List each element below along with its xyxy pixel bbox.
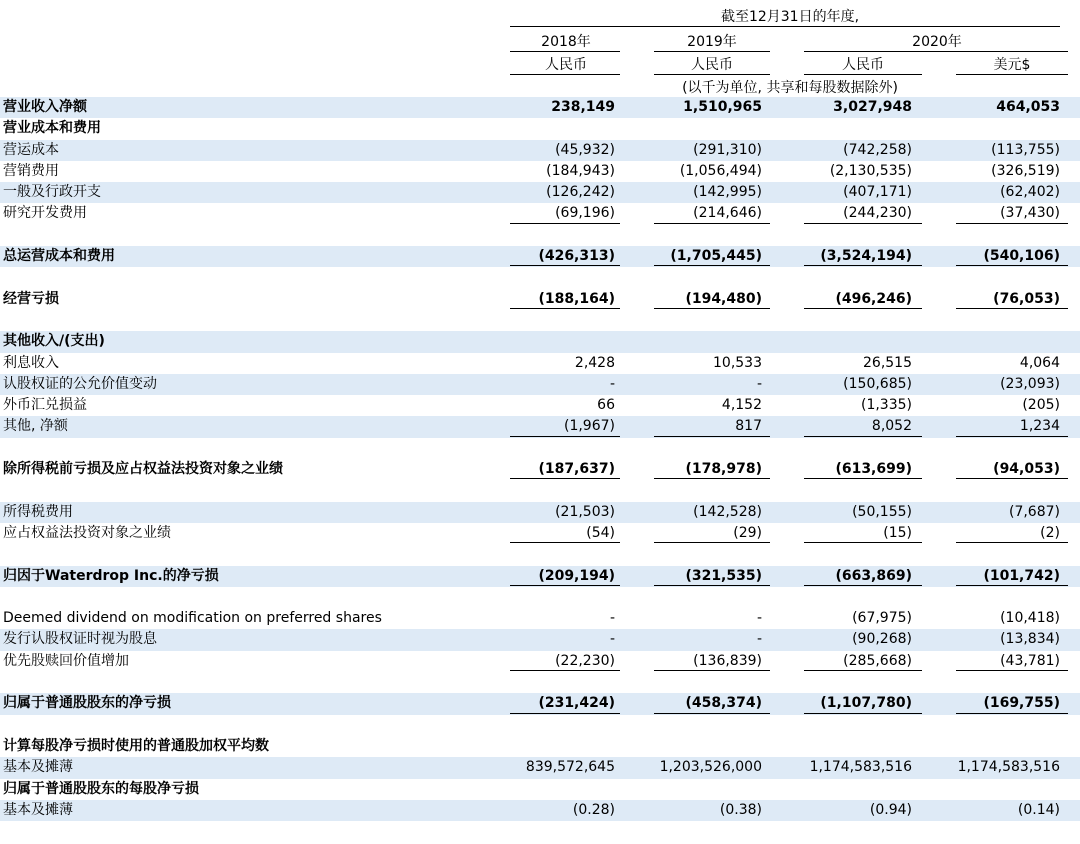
value-cell: (1,056,494) — [679, 162, 762, 179]
value-cell: (742,258) — [843, 141, 912, 158]
value-cell: (244,230) — [843, 205, 912, 222]
subtotal-rule — [510, 265, 620, 266]
subtotal-rule — [804, 478, 922, 479]
value-cell: 2,428 — [574, 354, 615, 371]
year-rule-2019 — [654, 51, 770, 52]
value-cell: (22,230) — [555, 652, 615, 669]
value-cell: (321,535) — [685, 567, 762, 584]
value-cell: 66 — [597, 397, 615, 414]
subtotal-rule — [956, 478, 1068, 479]
value-cell: (126,242) — [546, 184, 615, 201]
value-cell: (1,335) — [860, 397, 912, 414]
table-row — [0, 629, 1080, 650]
value-cell: (194,480) — [685, 290, 762, 307]
currency-rule-2018 — [510, 74, 620, 75]
currency-2020-rmb: 人民币 — [842, 57, 884, 73]
subtotal-rule — [510, 670, 620, 671]
subtotal-rule — [804, 542, 922, 543]
value-cell: - — [609, 375, 615, 392]
value-cell: 1,510,965 — [683, 99, 762, 115]
row-label: 营业收入净额 — [3, 99, 87, 115]
value-cell: (101,742) — [983, 567, 1060, 584]
table-row — [0, 523, 1080, 544]
value-cell: (150,685) — [843, 375, 912, 392]
subtotal-rule — [510, 585, 620, 586]
spacer-row — [0, 480, 1080, 501]
value-cell: (326,519) — [991, 162, 1060, 179]
value-cell: 4,064 — [1019, 354, 1060, 371]
subtotal-rule — [654, 265, 770, 266]
table-row — [0, 97, 1080, 118]
value-cell: (169,755) — [983, 695, 1060, 712]
table-row — [0, 566, 1080, 587]
table-row — [0, 118, 1080, 139]
table-row — [0, 779, 1080, 800]
table-row — [0, 416, 1080, 437]
value-cell: 817 — [735, 418, 762, 435]
value-cell: (540,106) — [983, 248, 1060, 265]
currency-rule-2019 — [654, 74, 770, 75]
row-label: 优先股赎回价值增加 — [3, 652, 129, 669]
subtotal-rule — [804, 713, 922, 714]
subtotal-rule — [510, 542, 620, 543]
value-cell: (142,995) — [693, 184, 762, 201]
value-cell: (496,246) — [835, 290, 912, 307]
value-cell: (2,130,535) — [829, 162, 912, 179]
table-row — [0, 182, 1080, 203]
value-cell: (285,668) — [843, 652, 912, 669]
row-label: 发行认股权证时视为股息 — [3, 631, 157, 648]
value-cell: (45,932) — [555, 141, 615, 158]
table-row — [0, 502, 1080, 523]
row-label: 营销费用 — [3, 162, 59, 179]
row-label: 一般及行政开支 — [3, 184, 101, 201]
value-cell: - — [609, 631, 615, 648]
table-row — [0, 736, 1080, 757]
spacer-row — [0, 672, 1080, 693]
value-cell: (43,781) — [1000, 652, 1060, 669]
row-label: 基本及摊薄 — [3, 801, 73, 818]
row-label: 利息收入 — [3, 354, 59, 371]
table-row — [0, 203, 1080, 224]
row-label: 营运成本 — [3, 141, 59, 158]
year-2020: 2020年 — [912, 34, 962, 50]
value-cell: (178,978) — [685, 461, 762, 478]
subtotal-rule — [654, 223, 770, 224]
table-row — [0, 331, 1080, 352]
value-cell: 8,052 — [871, 418, 912, 435]
value-cell: (7,687) — [1008, 503, 1060, 520]
value-cell: 839,572,645 — [525, 759, 615, 776]
value-cell: (184,943) — [546, 162, 615, 179]
value-cell: (613,699) — [835, 461, 912, 478]
row-label: 计算每股净亏损时使用的普通股加权平均数 — [3, 737, 269, 754]
value-cell: (205) — [1022, 397, 1060, 414]
row-label: 认股权证的公允价值变动 — [3, 375, 157, 392]
row-label: Deemed dividend on modification on preferred shares — [3, 610, 382, 627]
value-cell: 10,533 — [713, 354, 762, 371]
value-cell: (136,839) — [693, 652, 762, 669]
table-row — [0, 693, 1080, 714]
table-row — [0, 289, 1080, 310]
subtotal-rule — [804, 265, 922, 266]
value-cell: 3,027,948 — [833, 99, 912, 115]
value-cell: (37,430) — [1000, 205, 1060, 222]
subtotal-rule — [804, 308, 922, 309]
table-row — [0, 246, 1080, 267]
value-cell: 1,234 — [1019, 418, 1060, 435]
row-label: 基本及摊薄 — [3, 759, 73, 776]
spacer-row — [0, 544, 1080, 565]
row-label: 研究开发费用 — [3, 205, 87, 222]
value-cell: (67,975) — [852, 610, 912, 627]
subtotal-rule — [956, 670, 1068, 671]
currency-2018: 人民币 — [545, 57, 587, 73]
value-cell: - — [756, 375, 762, 392]
table-row — [0, 374, 1080, 395]
row-label: 应占权益法投资对象之业绩 — [3, 524, 171, 541]
value-cell: (29) — [733, 524, 762, 541]
value-cell: (1,705,445) — [670, 248, 762, 265]
subtotal-rule — [956, 265, 1068, 266]
value-cell: (23,093) — [1000, 375, 1060, 392]
table-row — [0, 395, 1080, 416]
subtotal-rule — [510, 223, 620, 224]
row-label: 其他收入/(支出) — [3, 333, 105, 350]
value-cell: (90,268) — [852, 631, 912, 648]
subtotal-rule — [510, 478, 620, 479]
value-cell: - — [756, 631, 762, 648]
table-row — [0, 651, 1080, 672]
value-cell: (458,374) — [685, 695, 762, 712]
value-cell: 1,174,583,516 — [809, 759, 912, 776]
value-cell: (0.14) — [1017, 801, 1060, 818]
row-label: 归因于Waterdrop Inc.的净亏损 — [3, 567, 219, 584]
value-cell: (231,424) — [538, 695, 615, 712]
value-cell: (663,869) — [835, 567, 912, 584]
value-cell: (94,053) — [993, 461, 1060, 478]
subtotal-rule — [510, 308, 620, 309]
value-cell: 238,149 — [551, 99, 615, 115]
subtotal-rule — [654, 585, 770, 586]
value-cell: 1,203,526,000 — [659, 759, 762, 776]
value-cell: (0.38) — [719, 801, 762, 818]
table-row — [0, 161, 1080, 182]
value-cell: - — [756, 610, 762, 627]
value-cell: (1,107,780) — [820, 695, 912, 712]
subtotal-rule — [956, 223, 1068, 224]
subtotal-rule — [804, 670, 922, 671]
value-cell: (209,194) — [538, 567, 615, 584]
table-row — [0, 353, 1080, 374]
value-cell: (50,155) — [852, 503, 912, 520]
spacer-row — [0, 310, 1080, 331]
row-label: 经营亏损 — [3, 290, 59, 307]
value-cell: (187,637) — [538, 461, 615, 478]
table-row — [0, 608, 1080, 629]
table-row — [0, 459, 1080, 480]
currency-rule-2020-rmb — [804, 74, 922, 75]
income-statement-table — [0, 97, 1080, 821]
table-row — [0, 757, 1080, 778]
row-label: 所得税费用 — [3, 503, 73, 520]
value-cell: 4,152 — [721, 397, 762, 414]
row-label: 归属于普通股股东的净亏损 — [3, 695, 171, 712]
row-label: 归属于普通股股东的每股净亏损 — [3, 780, 199, 797]
spacer-row — [0, 225, 1080, 246]
row-label: 外币汇兑损益 — [3, 397, 87, 414]
year-2019: 2019年 — [687, 34, 737, 50]
currency-rule-2020-usd — [956, 74, 1068, 75]
subtotal-rule — [510, 436, 620, 437]
value-cell: (69,196) — [555, 205, 615, 222]
subtotal-rule — [956, 436, 1068, 437]
row-label: 其他, 净额 — [3, 418, 68, 435]
value-cell: - — [609, 610, 615, 627]
value-cell: (3,524,194) — [820, 248, 912, 265]
period-title-rule — [510, 26, 1060, 27]
subtotal-rule — [956, 585, 1068, 586]
subtotal-rule — [654, 542, 770, 543]
row-label: 除所得税前亏损及应占权益法投资对象之业绩 — [3, 461, 283, 478]
value-cell: (0.28) — [572, 801, 615, 818]
value-cell: (142,528) — [693, 503, 762, 520]
subtotal-rule — [654, 308, 770, 309]
value-cell: (214,646) — [693, 205, 762, 222]
spacer-row — [0, 438, 1080, 459]
value-cell: (15) — [883, 524, 912, 541]
units-note: (以千为单位, 共享和每股数据除外) — [682, 80, 898, 96]
row-label: 总运营成本和费用 — [3, 248, 115, 265]
spacer-row — [0, 267, 1080, 288]
value-cell: (407,171) — [843, 184, 912, 201]
table-row — [0, 800, 1080, 821]
row-label: 营业成本和费用 — [3, 120, 101, 137]
period-title: 截至12月31日的年度, — [720, 9, 860, 25]
value-cell: (13,834) — [1000, 631, 1060, 648]
subtotal-rule — [654, 670, 770, 671]
currency-2020-usd: 美元$ — [993, 57, 1031, 73]
year-rule-2018 — [510, 51, 620, 52]
value-cell: (76,053) — [993, 290, 1060, 307]
subtotal-rule — [654, 478, 770, 479]
subtotal-rule — [804, 585, 922, 586]
value-cell: (54) — [586, 524, 615, 541]
subtotal-rule — [654, 436, 770, 437]
value-cell: 1,174,583,516 — [957, 759, 1060, 776]
table-row — [0, 140, 1080, 161]
value-cell: (62,402) — [1000, 184, 1060, 201]
subtotal-rule — [510, 713, 620, 714]
spacer-row — [0, 587, 1080, 608]
year-rule-2020 — [804, 51, 1068, 52]
value-cell: (113,755) — [991, 141, 1060, 158]
value-cell: (1,967) — [563, 418, 615, 435]
value-cell: (188,164) — [538, 290, 615, 307]
value-cell: (21,503) — [555, 503, 615, 520]
value-cell: 464,053 — [996, 99, 1060, 115]
subtotal-rule — [956, 542, 1068, 543]
value-cell: (291,310) — [693, 141, 762, 158]
value-cell: (10,418) — [1000, 610, 1060, 627]
year-2018: 2018年 — [541, 34, 591, 50]
subtotal-rule — [804, 223, 922, 224]
subtotal-rule — [654, 713, 770, 714]
subtotal-rule — [804, 436, 922, 437]
value-cell: (426,313) — [538, 248, 615, 265]
value-cell: (2) — [1040, 524, 1060, 541]
value-cell: (0.94) — [869, 801, 912, 818]
spacer-row — [0, 715, 1080, 736]
value-cell: 26,515 — [863, 354, 912, 371]
subtotal-rule — [956, 713, 1068, 714]
currency-2019: 人民币 — [691, 57, 733, 73]
subtotal-rule — [956, 308, 1068, 309]
